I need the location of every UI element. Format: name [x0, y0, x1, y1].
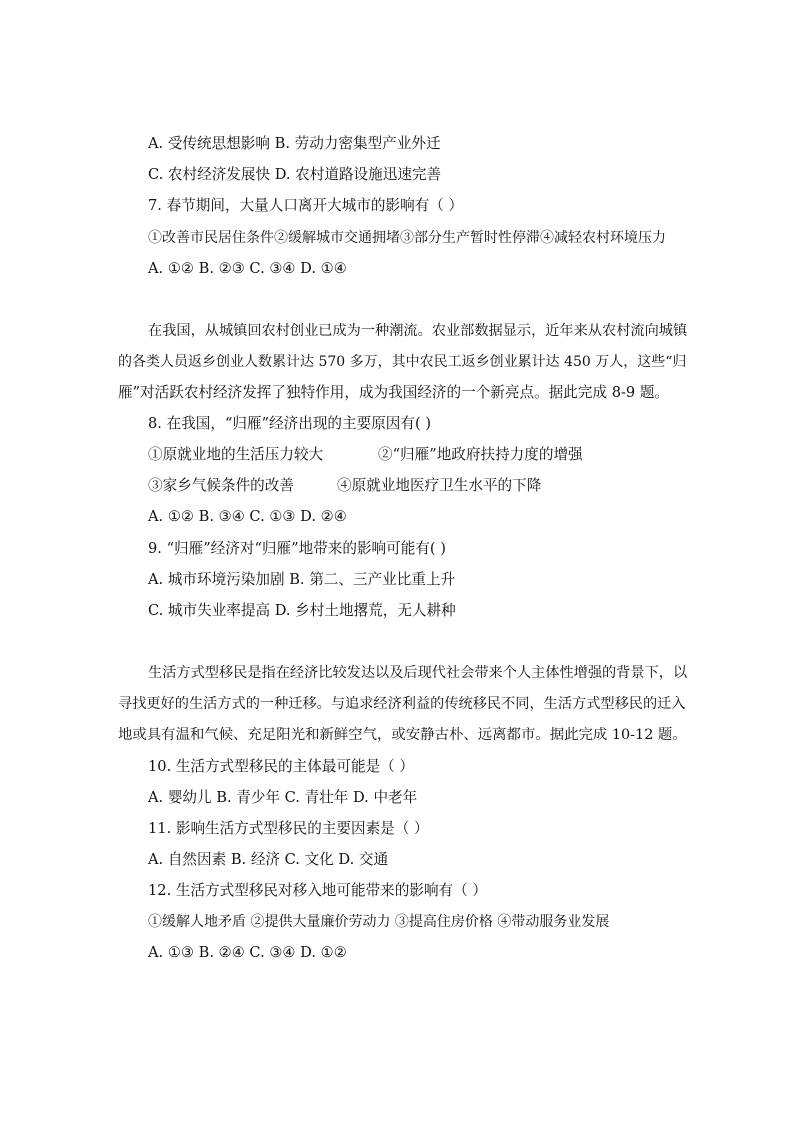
- passage2-line1: 生活方式型移民是指在经济比较发达以及后现代社会带来个人主体性增强的背景下，以: [148, 665, 688, 681]
- passage1-line1: 在我国，从城镇回农村创业已成为一种潮流。农业部数据显示，近年来从农村流向城镇: [148, 323, 688, 339]
- q6-options-ab: A. 受传统思想影响 B. 劳动力密集型产业外迁: [148, 135, 441, 152]
- q11-choices: A. 自然因素 B. 经济 C. 文化 D. 交通: [148, 851, 389, 868]
- q9-stem: 9. “归雁”经济对“归雁”地带来的影响可能有( ): [148, 540, 446, 557]
- q7-choices: A. ①② B. ②③ C. ③④ D. ①④: [148, 260, 347, 277]
- q8-choices: A. ①② B. ③④ C. ①③ D. ②④: [148, 508, 347, 525]
- q10-choices: A. 婴幼儿 B. 青少年 C. 青壮年 D. 中老年: [148, 789, 418, 806]
- q7-stem: 7. 春节期间，大量人口离开大城市的影响有（ ）: [148, 197, 464, 214]
- passage2-line2: 寻找更好的生活方式的一种迁移。与追求经济利益的传统移民不同，生活方式型移民的迁入: [118, 696, 686, 712]
- q9-options-ab: A. 城市环境污染加剧 B. 第二、三产业比重上升: [148, 571, 456, 588]
- q9-options-cd: C. 城市失业率提高 D. 乡村土地撂荒，无人耕种: [148, 602, 456, 619]
- passage1-line2: 的各类人员返乡创业人数累计达 570 多万，其中农民工返乡创业累计达 450 万人，这些“归: [118, 354, 687, 370]
- q7-items: ①改善市民居住条件②缓解城市交通拥堵③部分生产暂时性停滞④减轻农村环境压力: [148, 230, 666, 246]
- q8-stem: 8. 在我国，“归雁”经济出现的主要原因有( ): [148, 415, 432, 432]
- q8-item-3: ③家乡气候条件的改善: [148, 477, 294, 494]
- q12-items: ①缓解人地矛盾 ②提供大量廉价劳动力 ③提高住房价格 ④带动服务业发展: [148, 914, 610, 930]
- q12-choices: A. ①③ B. ②④ C. ③④ D. ①②: [148, 944, 347, 961]
- q8-item-4: ④原就业地医疗卫生水平的下降: [337, 477, 542, 494]
- passage2-line3: 地或具有温和气候、充足阳光和新鲜空气，或安静古朴、远离都市。据此完成 10-12 题。: [118, 727, 687, 743]
- q12-stem: 12. 生活方式型移民对移入地可能带来的影响有（ ）: [148, 882, 487, 899]
- passage1-line3: 雁”对活跃农村经济发挥了独特作用，成为我国经济的一个新亮点。据此完成 8-9 题。: [118, 384, 670, 401]
- q11-stem: 11. 影响生活方式型移民的主要因素是（ ）: [148, 820, 429, 837]
- q6-options-cd: C. 农村经济发展快 D. 农村道路设施迅速完善: [148, 166, 442, 183]
- q8-item-1: ①原就业地的生活压力较大: [148, 446, 324, 463]
- q8-item-2: ②“归雁”地政府扶持力度的增强: [378, 446, 583, 463]
- q10-stem: 10. 生活方式型移民的主体最可能是（ ）: [148, 758, 414, 775]
